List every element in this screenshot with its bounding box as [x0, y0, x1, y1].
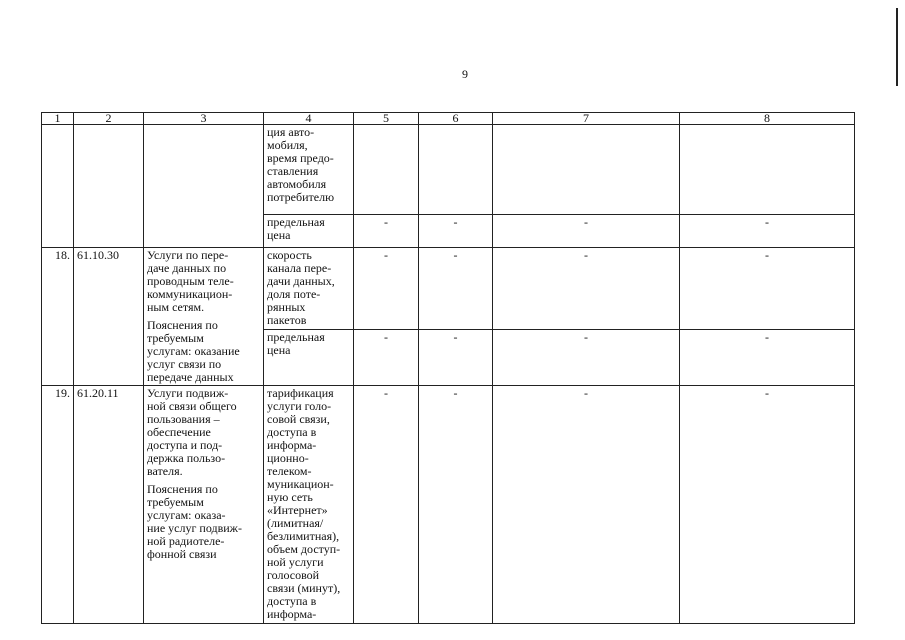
dash-cell: -	[419, 248, 493, 330]
dash-cell: -	[680, 215, 855, 248]
cell-empty	[74, 125, 144, 248]
header-cell: 6	[419, 113, 493, 125]
header-cell: 5	[354, 113, 419, 125]
page-number: 9	[462, 67, 468, 81]
dash-cell: -	[354, 330, 419, 386]
dash-cell: -	[680, 386, 855, 624]
characteristic-cell: предельная цена	[264, 215, 354, 248]
header-cell: 4	[264, 113, 354, 125]
dash-cell: -	[354, 248, 419, 330]
characteristic-cell: предельная цена	[264, 330, 354, 386]
service-description: Услуги по пере- даче данных по проводным теле- коммуникацион- ным сетям. Пояснения по требуемым услугам: оказание услуг связи по передаче данных	[144, 248, 264, 386]
dash-cell: -	[680, 248, 855, 330]
dash-cell: -	[354, 386, 419, 624]
dash-cell: -	[419, 215, 493, 248]
header-cell: 3	[144, 113, 264, 125]
cell-empty	[419, 125, 493, 215]
margin-line	[896, 8, 898, 86]
okpd-code: 61.20.11	[74, 386, 144, 624]
dash-cell: -	[354, 215, 419, 248]
header-cell: 8	[680, 113, 855, 125]
header-row	[42, 113, 855, 125]
dash-cell: -	[493, 215, 680, 248]
header-cell: 2	[74, 113, 144, 125]
characteristic-cell: тарификация услуги голо- совой связи, доступа в информа- ционно- телеком- муникацион- ную сеть «Интернет» (лимитная/ безлимитная), объем доступ- ной услуги голосовой связи (минут), доступа в информа-	[264, 386, 354, 624]
table-row	[42, 125, 855, 215]
okpd-code: 61.10.30	[74, 248, 144, 386]
header-cell: 1	[42, 113, 74, 125]
dash-cell: -	[419, 330, 493, 386]
cell-empty	[42, 125, 74, 248]
dash-cell: -	[680, 330, 855, 386]
table-row	[42, 386, 855, 624]
dash-cell: -	[419, 386, 493, 624]
dash-cell: -	[493, 330, 680, 386]
requirements-table	[41, 112, 855, 624]
characteristic-cell: скорость канала пере- дачи данных, доля поте- рянных пакетов	[264, 248, 354, 330]
characteristic-cell: ция авто- мобиля, время предо- ставления автомобиля потребителю	[264, 125, 354, 215]
cell-empty	[354, 125, 419, 215]
service-description: Услуги подвиж- ной связи общего пользования – обеспечение доступа и под- держка пользо- вателя. Пояснения по требуемым услугам: оказа- ние услуг подвиж- ной радиотеле- фонной связи	[144, 386, 264, 624]
table-row	[42, 248, 855, 330]
dash-cell: -	[493, 248, 680, 330]
header-cell: 7	[493, 113, 680, 125]
item-number: 18.	[42, 248, 74, 386]
dash-cell: -	[493, 386, 680, 624]
cell-empty	[680, 125, 855, 215]
cell-empty	[144, 125, 264, 248]
cell-empty	[493, 125, 680, 215]
item-number: 19.	[42, 386, 74, 624]
